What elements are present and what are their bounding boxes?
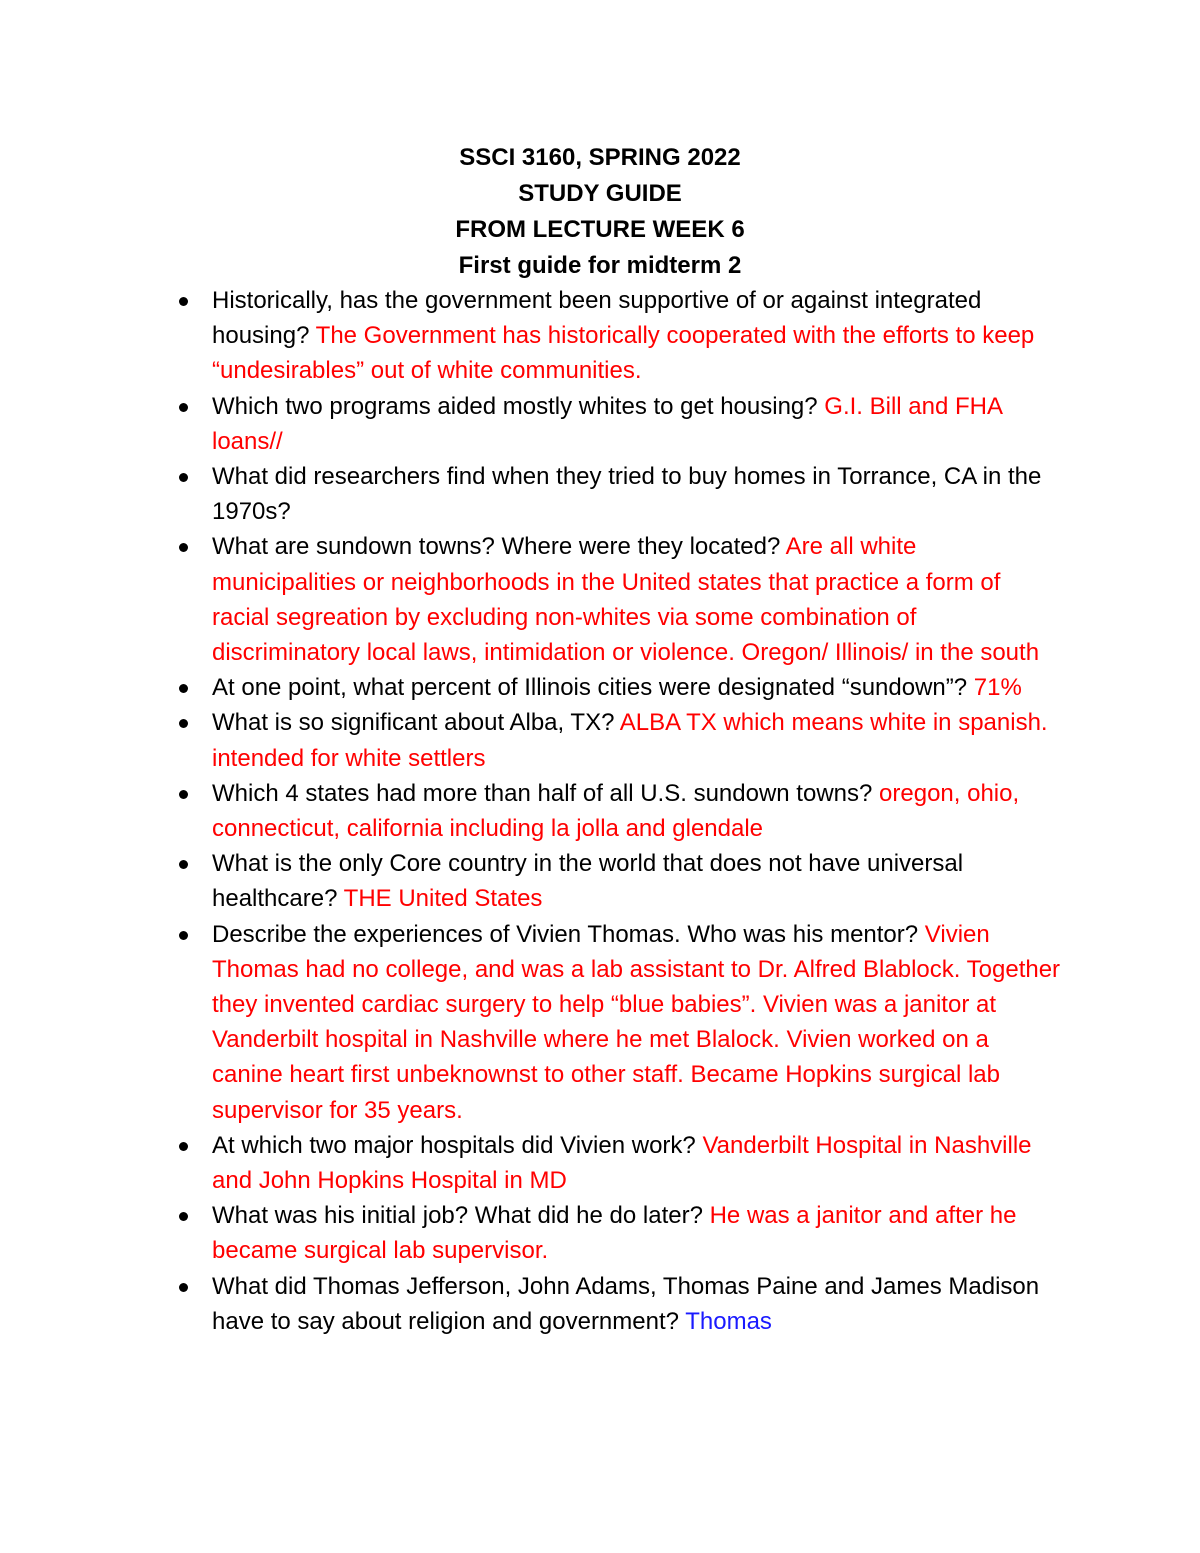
question-text: At which two major hospitals did Vivien work? [212,1131,696,1159]
bullet-icon [179,473,188,482]
bullet-icon [179,860,188,869]
bullet-icon [179,684,188,693]
list-item [174,459,1064,529]
list-item [174,389,1064,459]
bullet-icon [179,403,188,412]
list-item [174,283,1064,389]
answer-text: ALBA TX which means white in spanish. intended for white settlers [212,709,1048,772]
list-item [174,670,1064,705]
list-item [174,1198,1064,1268]
list-item [174,529,1064,670]
answer-text: Are all white municipalities or neighborhoods in the United states that practice a form of racial segreation by excluding non-whites via some combination of discriminatory local laws, intimidation or violence. Oregon/ Illinois/ in the south [212,533,1040,667]
question-text: What did researchers find when they tried to buy homes in Torrance, CA in the 1970s? [212,463,1042,526]
answer-text: 71% [973,674,1022,702]
bullet-icon [179,931,188,940]
question-text: At one point, what percent of Illinois cities were designated “sundown”? [212,674,968,702]
question-text: What did Thomas Jefferson, John Adams, Thomas Paine and James Madison have to say about religion and government? [212,1272,1040,1335]
list-item [174,1269,1064,1339]
question-text: What is the only Core country in the world that does not have universal healthcare? [212,850,964,913]
lecture-week: FROM LECTURE WEEK 6 [455,216,745,243]
list-item [174,776,1064,846]
guide-subtitle: First guide for midterm 2 [458,252,742,279]
bullet-icon [179,719,188,728]
list-item [174,705,1064,775]
question-text: Historically, has the government been supportive of or against integrated housing? [212,287,982,350]
document-header [0,140,1200,284]
guide-title: STUDY GUIDE [518,180,682,207]
question-text: Which 4 states had more than half of all U.S. sundown towns? [212,779,873,807]
question-text: Describe the experiences of Vivien Thomas. Who was his mentor? [212,920,919,948]
question-list [174,283,1064,1339]
course-title: SSCI 3160, SPRING 2022 [459,144,741,171]
answer-text: Vivien Thomas had no college, and was a lab assistant to Dr. Alfred Blablock. Together they invented cardiac surgery to help “blue babies”. Vivien was a janitor at Vanderbilt hospital in Nashville where he met Blalock. Vivien worked on a canine heart first unbeknownst to other staff. Became Hopkins surgical lab supervisor for 35 years. [212,920,1061,1124]
question-text: What was his initial job? What did he do later? [212,1202,703,1230]
bullet-icon [179,297,188,306]
answer-text: He was a janitor and after he became surgical lab supervisor. [212,1202,1017,1265]
answer-text: oregon, ohio, connecticut, california including la jolla and glendale [212,779,1020,843]
answer-text: THE United States [343,885,543,913]
answer-text: The Government has historically cooperated with the efforts to keep “undesirables” out of white communities. [212,322,1035,385]
question-text: What are sundown towns? Where were they located? [212,533,781,561]
answer-text: Thomas [685,1307,772,1335]
bullet-icon [179,543,188,552]
list-item [174,1128,1064,1198]
bullet-icon [179,1283,188,1292]
list-item [174,917,1064,1128]
list-item [174,846,1064,916]
bullet-icon [179,1212,188,1221]
answer-text: Vanderbilt Hospital in Nashville and John Hopkins Hospital in MD [212,1131,1032,1195]
bullet-icon [179,790,188,799]
bullet-icon [179,1142,188,1151]
question-text: What is so significant about Alba, TX? [212,709,615,737]
question-text: Which two programs aided mostly whites to get housing? [212,392,818,420]
answer-text: G.I. Bill and FHA loans// [212,392,1002,455]
